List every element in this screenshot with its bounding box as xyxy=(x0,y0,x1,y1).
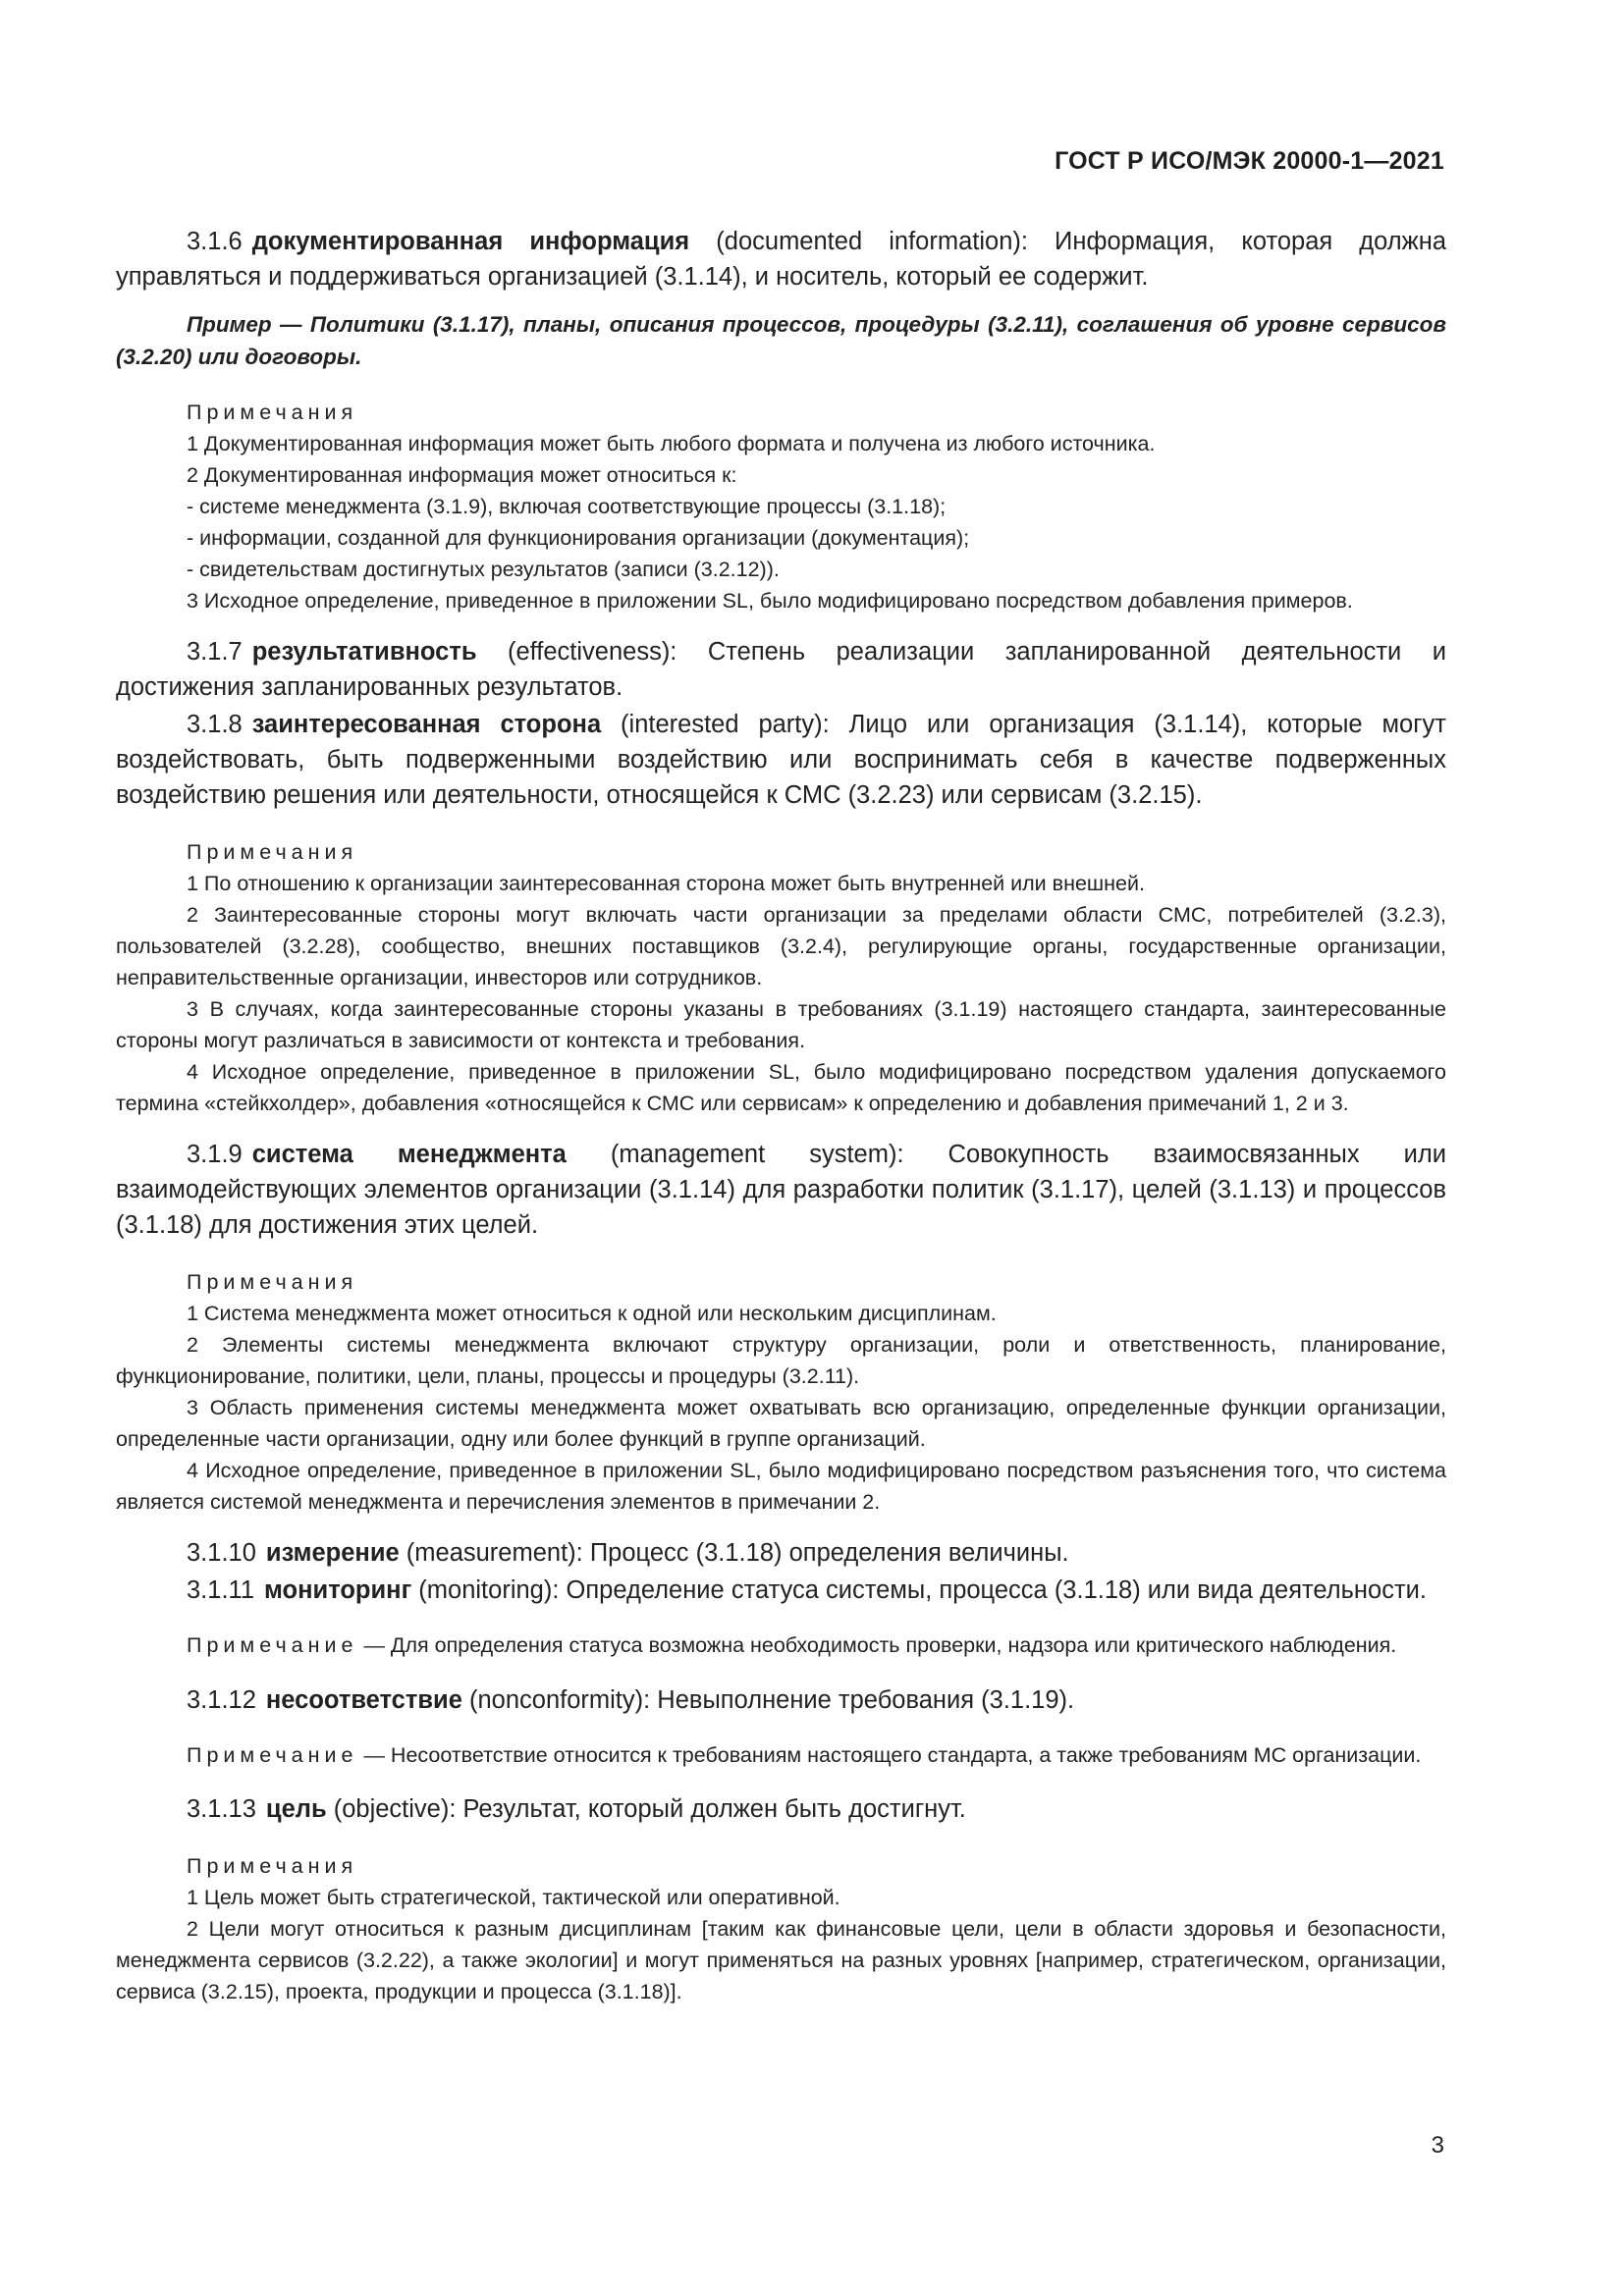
term: документированная информация xyxy=(251,228,690,255)
note-item: 3 Область применения системы менеджмента может охватывать всю организацию, определенные функции организации, определенные части организации, одну или более функций в группе организаций. xyxy=(116,1396,1446,1451)
clause-number: 3.1.10 xyxy=(187,1539,256,1567)
note-label: Примечание xyxy=(187,1742,358,1767)
term: цель xyxy=(265,1795,327,1823)
notes-3-1-6 xyxy=(116,397,1446,616)
note-item: 2 Заинтересованные стороны могут включать части организации за пределами области СМС, потребителей (3.2.3), пользователей (3.2.28), сообщество, внешних поставщиков (3.2.4), регулирующие органы, государственные организации, неправительственные организации, инвесторов или сотрудников. xyxy=(116,903,1446,989)
definition-text: (management system): Совокупность взаимосвязанных или взаимодействующих элементов организации (3.1.14) для разработки политик (3.1.17), целей (3.1.13) и процессов (3.1.18) для достижения этих целей. xyxy=(116,1141,1446,1239)
page-number: 3 xyxy=(1431,2132,1444,2159)
definition-3-1-11 xyxy=(116,1573,1446,1608)
definition-text: (documented information): Информация, которая должна управляться и поддерживаться организацией (3.1.14), и носитель, который ее содержит. xyxy=(116,228,1446,291)
note-3-1-12 xyxy=(116,1739,1446,1771)
note-item: - системе менеджмента (3.1.9), включая соответствующие процессы (3.1.18); xyxy=(187,495,947,518)
definition-text: (monitoring): Определение статуса системы, процесса (3.1.18) или вида деятельности. xyxy=(418,1576,1427,1604)
note-item: 4 Исходное определение, приведенное в приложении SL, было модифицировано посредством удаления допускаемого термина «стейкхолдер», добавления «относящейся к СМС или сервисам» к определению и добавления примечаний 1, 2 и 3. xyxy=(116,1060,1446,1115)
definition-3-1-10 xyxy=(116,1535,1446,1571)
clause-number: 3.1.8 xyxy=(187,711,243,738)
notes-heading: Примечания xyxy=(187,400,358,424)
definition-3-1-8 xyxy=(116,707,1446,813)
note-item: - свидетельствам достигнутых результатов (записи (3.2.12)). xyxy=(187,558,780,581)
note-text: — Для определения статуса возможна необходимость проверки, надзора или критического наблюдения. xyxy=(363,1633,1397,1657)
document-header: ГОСТ Р ИСО/МЭК 20000-1—2021 xyxy=(1055,147,1444,175)
clause-number: 3.1.6 xyxy=(187,228,243,255)
definition-3-1-9 xyxy=(116,1137,1446,1243)
note-item: 1 Документированная информация может быть любого формата и получена из любого источника. xyxy=(187,432,1156,455)
note-item: 3 В случаях, когда заинтересованные стороны указаны в требованиях (3.1.19) настоящего стандарта, заинтересованные стороны могут различаться в зависимости от контекста и требования. xyxy=(116,997,1446,1052)
notes-heading: Примечания xyxy=(187,1270,358,1294)
term: система менеджмента xyxy=(251,1141,567,1168)
term: несоответствие xyxy=(265,1685,462,1714)
note-text: — Несоответствие относится к требованиям настоящего стандарта, а также требованиям МС организации. xyxy=(363,1742,1422,1767)
clause-number: 3.1.13 xyxy=(187,1795,256,1823)
definition-text: (nonconformity): Невыполнение требования (3.1.19). xyxy=(468,1685,1075,1714)
note-item: - информации, созданной для функционирования организации (документация); xyxy=(187,526,970,550)
note-label: Примечание xyxy=(187,1633,358,1657)
note-item: 4 Исходное определение, приведенное в приложении SL, было модифицировано посредством разъяснения того, что система является системой менеджмента и перечисления элементов в примечании 2. xyxy=(116,1459,1446,1514)
note-item: 1 Система менеджмента может относиться к одной или нескольким дисциплинам. xyxy=(187,1302,997,1325)
clause-number: 3.1.7 xyxy=(187,638,243,666)
example-3-1-6: Пример — Политики (3.1.17), планы, описания процессов, процедуры (3.2.11), соглашения об уровне сервисов (3.2.20) или договоры. xyxy=(116,312,1446,369)
term: мониторинг xyxy=(264,1576,412,1604)
term: заинтересованная сторона xyxy=(251,711,602,738)
clause-number: 3.1.9 xyxy=(187,1141,243,1168)
definition-text: (effectiveness): Степень реализации запланированной деятельности и достижения запланированных результатов. xyxy=(116,638,1446,701)
term: результативность xyxy=(251,638,477,666)
clause-number: 3.1.11 xyxy=(187,1576,255,1604)
page-content xyxy=(116,224,1446,2007)
note-item: 2 Документированная информация может относиться к: xyxy=(187,463,737,487)
notes-heading: Примечания xyxy=(187,1854,358,1878)
note-item: 1 Цель может быть стратегической, тактической или оперативной. xyxy=(187,1886,840,1909)
note-item: 2 Цели могут относиться к разным дисциплинам [таким как финансовые цели, цели в области здоровья и безопасности, менеджмента сервисов (3.2.22), а также экологии] и могут применяться на разных уровнях [например, стратегическом, организации, сервиса (3.2.15), проекта, продукции и процесса (3.1.18)]. xyxy=(116,1917,1446,2003)
definition-3-1-7 xyxy=(116,634,1446,705)
definition-3-1-13 xyxy=(116,1791,1446,1827)
term: измерение xyxy=(265,1539,400,1567)
definition-text: (interested party): Лицо или организация (3.1.14), которые могут воздействовать, быть подверженными воздействию или воспринимать себя в качестве подверженных воздействию решения или деятельности, относящейся к СМС (3.2.23) или сервисам (3.2.15). xyxy=(116,711,1446,809)
note-item: 2 Элементы системы менеджмента включают структуру организации, роли и ответственность, планирование, функционирование, политики, цели, планы, процессы и процедуры (3.2.11). xyxy=(116,1333,1446,1388)
notes-heading: Примечания xyxy=(187,840,358,864)
definition-text: (measurement): Процесс (3.1.18) определения величины. xyxy=(406,1539,1069,1567)
definition-3-1-12 xyxy=(116,1682,1446,1718)
definition-3-1-6 xyxy=(116,224,1446,294)
notes-3-1-9 xyxy=(116,1266,1446,1518)
notes-3-1-8 xyxy=(116,836,1446,1119)
definition-text: (objective): Результат, который должен быть достигнут. xyxy=(333,1795,966,1823)
note-item: 3 Исходное определение, приведенное в приложении SL, было модифицировано посредством добавления примеров. xyxy=(187,589,1353,613)
clause-number: 3.1.12 xyxy=(187,1685,256,1714)
notes-3-1-13 xyxy=(116,1850,1446,2007)
note-3-1-11 xyxy=(116,1629,1446,1661)
note-item: 1 По отношению к организации заинтересованная сторона может быть внутренней или внешней. xyxy=(187,872,1145,895)
